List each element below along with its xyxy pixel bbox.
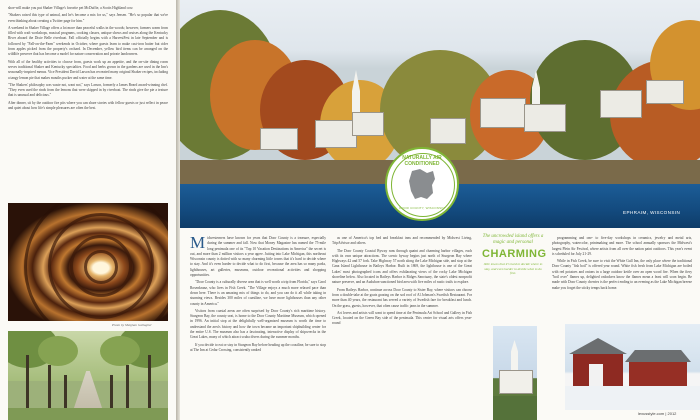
white-church-photo	[493, 326, 537, 420]
article-paragraph: as one of America's top bed and breakfast inns and recommended by Midwest Living, TripAdvisor and others.	[332, 236, 472, 246]
right-page	[180, 0, 700, 420]
pull-quote	[482, 234, 547, 276]
pull-quote-highlight: CHARMING	[482, 248, 547, 260]
red-barn-photo	[565, 324, 700, 410]
church	[524, 104, 566, 132]
left-paragraph: With all of the healthy activities to choose from, guests work up an appetite, and the on-site dining room serves traditional Shaker and Kentucky specialties. Food and herbs grown in the gardens are used in the Inn's seasonally-inspired menus. Vice President David Larson has recreated many original Shaker recipes, including a tangy lemon pie that makes mouths pucker and water at the same time.	[8, 59, 168, 80]
pull-quote-top: The uncrowded island offers a magic and personal	[482, 234, 544, 245]
naturally-air-conditioned-badge	[385, 147, 459, 221]
badge-title: NATURALLY AIR CONDITIONED	[402, 155, 442, 167]
badge-subtitle: DOOR COUNTY, WISCONSIN	[399, 206, 445, 210]
article-paragraph: idwesterners have known for years that Door County is a treasure, especially during the summer and fall. Now that Money Magazine has named the 75-mile long peninsula one of its "Top 10 Vacation Destinations in America" the secret is out, and more than 2 million visitors a year agree. Jutting into Lake Michigan, this northeast Wisconsin county is dotted with so many charming little towns that it's hard to decide where to stay. And it's even harder to decide what to do first, because the area has so many parks, lighthouses, art galleries, museums, outdoor recreational activities and shopping opportunities.	[190, 236, 326, 278]
left-paragraph: A weekend in Shaker Village offers a lot more than peaceful walks in the woods; however, farmers warm from filled with craft workshops, musical programs, cooking classes, antique shows and cruises along the Kentucky River aboard the Dixie Belle riverboat. Fall officially begins with a HarvestFest in late September and is followed by "Fall-on-the-Farm" weekends in October, where guests learn to make cast-iron butter but cider from apples picked from the property's orchard. In December, yellow bird items can be arranged on the wildlife preserve that has become a model for nature conservation and private landowners.	[8, 25, 168, 57]
white-house	[315, 120, 357, 148]
spiral-staircase-photo	[8, 203, 168, 321]
article-column-2	[332, 236, 472, 329]
left-paragraph: After dinner, sit by the outdoor fire pits where you can share stories with fellow guests or just reflect in peace and quiet about how life's simple pleasures are often the best.	[8, 100, 168, 111]
article-column-1	[190, 233, 326, 355]
article-paragraph: "Door County is a culturally diverse area that is well worth a trip from Florida," says Carol Rosenkranz, who lives in Fish Creek. "The Village enjoys a much more relaxed pace than down here. There is an amazing mix of things to do, and you can do it all while taking in stunning views. Besides 300 miles of coastline, we have more lighthouses than any other county in America."	[190, 280, 326, 306]
drop-cap: M	[190, 233, 206, 252]
left-paragraph: "The Shakers' philosophy was waste not, want not," says Larson, formerly a James Beard award-winning chef. "They even used the rinds from the lemons that were skipped in by riverboat. The rinds give the pie a texture that is unusual and delicious."	[8, 82, 168, 98]
article-paragraph: If you decide to eat or stay in Sturgeon Bay before heading up the coastline, be sure to stop at The Inn at Cedar Crossing, consistently ranked	[190, 342, 326, 352]
left-page	[0, 0, 176, 420]
left-page-text	[8, 6, 168, 113]
left-paragraph: "Shakers raised this type of animal, and he's become a mix for us," says Jensen. "He's so popular that we're even thinking about creating a Twitter page for him."	[8, 13, 168, 23]
white-house	[600, 90, 642, 118]
article-paragraph: While in Fish Creek, be sure to visit the White Gull Inn, the only place where the traditional Door County "fish boil" is offered year round. White fish fresh from Lake Michigan are boiled with red potatoes and onions in a large outdoor kettle over an open wood fire. When the fiery "boil over" flames up, delighted onlookers know the flames mean a feast will soon begin. Be made with Door County cherries is the perfect ending to an evening as the Lake Michigan breeze make you forget the sticky temps back home.	[552, 259, 692, 290]
tree-lined-path-photo	[8, 331, 168, 420]
article-paragraph: The Door County Coastal Byway runs through quaint and charming harbor villages, each with its own unique attractions. The scenic byway begins just north of Sturgeon Bay where Highways 42 and 57 fork. Take Highway 57 north along the Lake Michigan side, and stop at the Cana Island Lighthouse in Baileys Harbor. Built in 1869, the lighthouse is one of the Great Lakes' most photographed icons and offers exhilarating views of the rocky Lake Michigan shoreline below. Also located in Baileys Harbor is Ridges Sanctuary, the state's oldest nonprofit nature preserve, and an Audubon-sanctioned bird area with five miles of rustic trails to explore.	[332, 248, 472, 285]
page-folio: lexusstyle.com | 2012	[638, 411, 677, 416]
article-paragraph: Visitors from coastal areas are often surprised by Door County's rich maritime history. Sturgeon Bay, the county seat, is home to the Door County Maritime Museum, which opened in 1996. An initial stop at the delightfully well-organized museum is worth the time to understand the area's history and how the town became an important shipbuilding center for the entire U.S. The museum also has a fascinating, interactive display of shipwrecks in the Great Lakes, many of which attract scuba divers during the summer months.	[190, 308, 326, 340]
article-paragraph: From Baileys Harbor, continue across Door County to Sister Bay, where visitors can choose from a double-take at the goats grazing on the sod roof of Al Johnson's Swedish Restaurant. For more than 40 years, the restaurant has served a variety of Swedish fare for breakfast and lunch. On the grass, guests, however, that often cause traffic jams in the summer.	[332, 287, 472, 308]
photo-credit: Photo by Meighan Gallagher	[112, 323, 152, 327]
photo-location-caption: EPHRAIM, WISCONSIN	[623, 210, 681, 215]
left-paragraph: shoe-will make you put Shaker Village's favorite pet McDuffie, a Scotts Highland cow.	[8, 6, 134, 10]
church	[352, 112, 384, 136]
article-column-3	[552, 236, 692, 293]
article-paragraph: Art lovers and artists will want to spend time at the Peninsula Art School and Gallery in Fish Creek, located on the Green Bay side of the peninsula. This center for visual arts offers year-round	[332, 310, 472, 326]
white-house	[646, 80, 684, 104]
white-house	[260, 128, 298, 150]
pull-quote-bottom: little towns that it's hard to decide where to stay, and even harder to decide what to do first.	[483, 262, 543, 276]
white-house	[430, 118, 466, 144]
white-house	[480, 98, 526, 128]
article-paragraph: programming and one- to five-day workshops in ceramics, jewelry and metal arts, photography, watercolor, printmaking and more. The school annually sponsors the Midwest's largest Plein Air Festival, where artists from all over the nation paint outdoors. This year's event is scheduled for July 21-29.	[552, 236, 692, 256]
